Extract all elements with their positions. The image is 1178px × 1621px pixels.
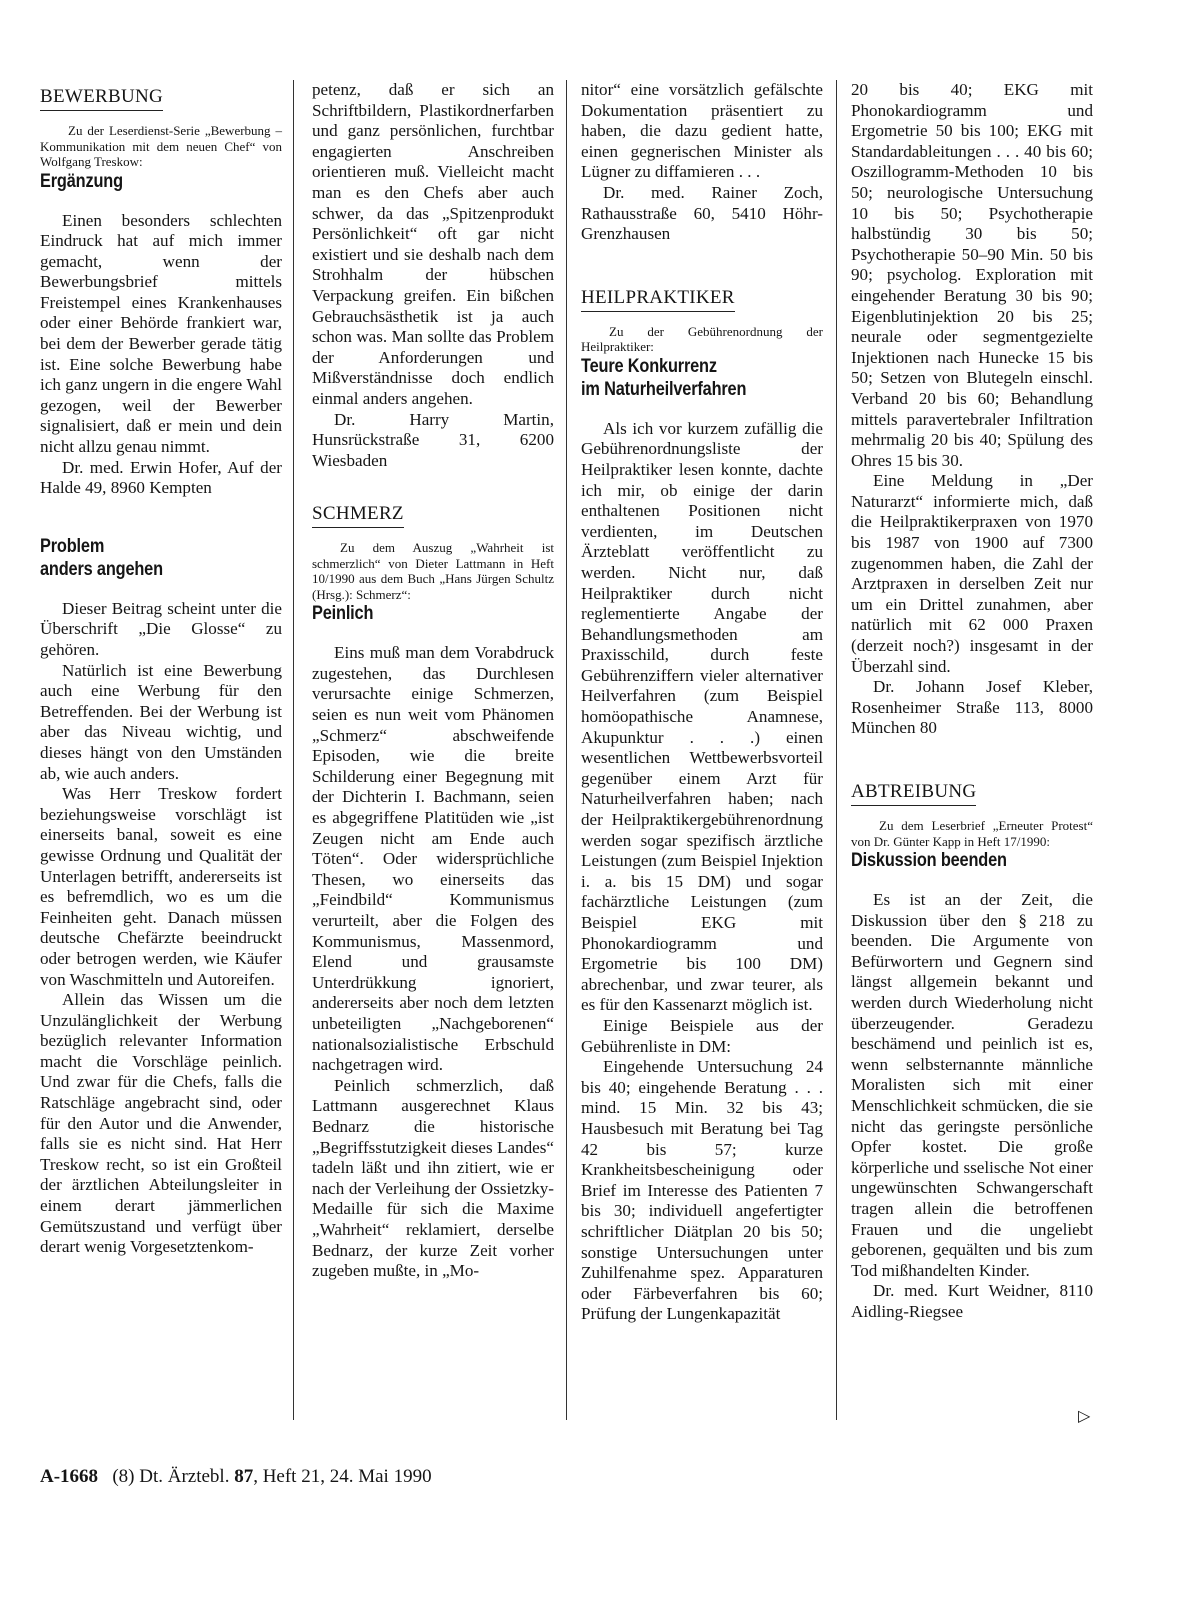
reference-note: Zu dem Leserbrief „Erneuter Protest“ von Dr. Günter Kapp in Heft 17/1990:: [851, 818, 1093, 849]
author-signature: Dr. med. Erwin Hofer, Auf der Halde 49, 8960 Kempten: [40, 457, 282, 498]
letter-headline: Teure Konkurrenz: [581, 355, 717, 377]
reference-note: Zu der Leserdienst-Serie „Bewerbung – Kommunikation mit dem neuen Chef“ von Wolfgang Treskow:: [40, 123, 282, 169]
column-divider: [293, 80, 294, 1420]
paragraph: Allein das Wissen um die Unzulänglichkeit der Werbung bezüglich relevanter Information macht die Vorschläge peinlich. Und zwar für die Chefs, falls die Ratschläge angebracht sind, oder für den Autor und die Anwender, falls sie es nicht sind. Hat Herr Treskow recht, so ist ein Großteil der ärztlichen Abteilungsleiter in einem derart jämmerlichen Gemütszustand und verfügt über derart wenig Vorgesetztenkom-: [40, 990, 282, 1257]
author-signature: Dr. med. Rainer Zoch, Rathausstraße 60, 5410 Höhr-Grenzhausen: [581, 182, 823, 244]
section-rubric: BEWERBUNG: [40, 86, 163, 111]
page-number: A-1668: [40, 1466, 99, 1487]
author-signature: Dr. med. Kurt Weidner, 8110 Aidling-Riegsee: [851, 1281, 1093, 1321]
reference-note: Zu dem Auszug „Wahrheit ist schmerzlich“ von Dieter Lattmann in Heft 10/1990 aus dem Buch „Hans Jürgen Schultz (Hrsg.): Schmerz“:: [312, 540, 554, 602]
column-divider: [566, 80, 567, 1420]
rubric-wrap: [40, 80, 282, 123]
footer-volume: 87: [234, 1466, 254, 1487]
paragraph: Dieser Beitrag scheint unter die Überschrift „Die Glosse“ zu gehören.: [40, 598, 282, 659]
spacer: [581, 245, 823, 281]
paragraph: Eins muß man dem Vorabdruck zugestehen, das Durchlesen verursachte einige Schmerzen, seien es nun weit vom Phänomen „Schmerz“ abschweifende Episoden, wie die breite Schilderung einer Begegnung mit der Dichterin I. Bachmann, seien es abgegriffene Platitüden wie „ist Zeugen nicht am Ende auch Töten“. Oder widersprüchliche Thesen, wo einerseits das „Feindbild“ Kommunismus verurteilt, aber die Folgen des Kommunismus, Massenmord, Elend und grausamste Unterdrükkung ignoriert, andererseits aber noch dem letzten unbeteiligten „Nachgeborenen“ nationalsozialistische Erbschuld nachgetragen wird.: [312, 643, 554, 1075]
continue-marker-icon: ▷: [1078, 1408, 1091, 1425]
spacer: [851, 739, 1093, 775]
column-3: [581, 80, 823, 1325]
paragraph: Es ist an der Zeit, die Diskussion über den § 218 zu beenden. Die Argumente von Befürwortern und Gegnern sind längst allgemein bekannt und werden durch Wiederholung nicht überzeugender. Geradezu beschämend und peinlich ist es, wenn selbsternannte männliche Moralisten sich mit einer Menschlichkeit schmücken, die sie nicht das geringste persönliche Opfer kostet. Die große körperliche und sselische Not einer ungewünschten Schwangerschaft tragen allein die betroffenen Frauen und die ungeliebt geborenen, gequälten und bis zum Tod mißhandelten Kinder.: [851, 890, 1093, 1280]
paragraph-continued: 20 bis 40; EKG mit Phonokardiogramm und Ergometrie 50 bis 100; EKG mit Standardableitungen . . . 40 bis 60; Oszillogramm-Methoden 10 bis 50; neurologische Untersuchung 10 bis 50; Psychotherapie halbstündig 30 bis 50; Psychotherapie 50–90 Min. 50 bis 90; psycholog. Exploration mit eingehender Beratung 30 bis 90; Eigenblutinjektion 20 bis 25; neurale oder segmentgezielte Injektionen nach Hunecke 15 bis 50; Setzen von Blutegeln einschl. Verband 20 bis 60; Behandlung mittels paravertebraler Infiltration mehrmalig 20 bis 40; Spülung des Ohres 15 bis 30.: [851, 80, 1093, 470]
letter-headline: anders angehen: [40, 558, 163, 580]
paragraph: Peinlich schmerzlich, daß Lattmann ausgerechnet Klaus Bednarz die historische „Begriffsstutzigkeit dieses Landes“ tadeln läßt und ihn zitiert, wie er nach der Verleihung der Ossietzky-Medaille für sich die Maxime „Wahrheit“ reklamiert, derselbe Bednarz, der kurze Zeit vorher zugeben mußte, in „Mo-: [312, 1075, 554, 1281]
author-signature: Dr. Johann Josef Kleber, Rosenheimer Straße 113, 8000 München 80: [851, 677, 1093, 738]
letter-headline: Ergänzung: [40, 170, 123, 192]
author-signature: Dr. Harry Martin, Hunsrückstraße 31, 6200 Wiesbaden: [312, 409, 554, 470]
letter-headline: Peinlich: [312, 603, 374, 625]
paragraph: Eingehende Untersuchung 24 bis 40; eingehende Beratung . . . mind. 15 Min. 32 bis 43; Hausbesuch mit Beratung bei Tag 42 bis 57; kurze Krankheitsbescheinigung oder Brief im Interesse des Patienten 7 bis 30; individuell angefertigter schriftlicher Diätplan 20 bis 50; sonstige Untersuchungen unter Zuhilfenahme spez. Apparaturen oder Färbeverfahren bis 60; Prüfung der Lungenkapazität: [581, 1057, 823, 1324]
rubric-wrap: [312, 497, 554, 540]
footer-issue: , Heft 21, 24. Mai 1990: [253, 1466, 432, 1487]
spacer: [40, 499, 282, 535]
letter-headline: im Naturheilverfahren: [581, 378, 747, 400]
letter-headline: Problem: [40, 535, 105, 557]
reference-note: Zu der Gebührenordnung der Heilpraktiker:: [581, 323, 823, 355]
rubric-wrap: [581, 281, 823, 324]
footer-journal: (8) Dt. Ärztebl.: [112, 1466, 235, 1487]
letter-headline: Diskussion beenden: [851, 850, 1007, 871]
paragraph: Natürlich ist eine Bewerbung auch eine Werbung für den Betreffenden. Bei der Werbung ist aber das Niveau wichtig, und dieses hängt von den Umständen ab, wie auch anders.: [40, 660, 282, 783]
paragraph: Einen besonders schlechten Eindruck hat auf mich immer gemacht, wenn der Bewerbungsbrief mittels Freistempel eines Krankenhauses oder einer Behörde frankiert war, bei dem der Bewerber gerade tätig ist. Eine solche Bewerbung habe ich ganz ungern in die engere Wahl gezogen, weil der Bewerber signalisiert, daß er mein und dein nicht allzu genau nimmt.: [40, 210, 282, 457]
paragraph: Was Herr Treskow fordert beziehungsweise vorschlägt ist einerseits banal, soweit es eine gewisse Ordnung und Qualität der Unterlagen betrifft, andererseits ist es befremdlich, wo es um die Feinheiten geht. Danach müssen deutsche Chefärzte beeindruckt oder betrogen werden, wie Käufer von Waschmitteln und Autoreifen.: [40, 784, 282, 989]
spacer: [312, 471, 554, 497]
section-rubric: SCHMERZ: [312, 503, 404, 528]
page-footer: [40, 1465, 432, 1489]
column-2: [312, 80, 554, 1282]
paragraph-continued: nitor“ eine vorsätzlich gefälschte Dokumentation präsentiert zu haben, die dazu gedient hatte, einen gegnerischen Minister als Lügner zu diffamieren . . .: [581, 80, 823, 182]
column-1: [40, 80, 282, 1258]
paragraph: Einige Beispiele aus der Gebührenliste in DM:: [581, 1015, 823, 1056]
column-divider: [836, 80, 837, 1420]
rubric-wrap: [851, 775, 1093, 818]
paragraph-continued: petenz, daß er sich an Schriftbildern, Plastikordnerfarben und ganz persönlichen, furchtbar engagierten Anschreiben orientieren muß. Vielleicht macht man es den Chefs aber auch schwer, da das „Spitzenprodukt Persönlichkeit“ oft gar nicht existiert und sie deshalb nach dem Strohhalm der hübschen Verpackung greifen. Ein bißchen Gebrauchsästhetik ist ja auch schon was. Man sollte das Problem der Anforderungen und Mißverständnisse doch endlich einmal anders angehen.: [312, 80, 554, 408]
column-4: [851, 80, 1093, 1322]
paragraph: Als ich vor kurzem zufällig die Gebührenordnungsliste der Heilpraktiker lesen konnte, dachte ich mir, ob einige der darin enthaltenen Positionen nicht verdienten, im Deutschen Ärzteblatt veröffentlicht zu werden. Nicht nur, daß Heilpraktiker durch nicht reglementierte Angabe der Behandlungsmethoden am Praxisschild, durch feste Gebührenziffern vieler alternativer Heilverfahren (zum Beispiel homöopathische Anamnese, Akupunktur . . .) einen wesentlichen Wettbewerbsvorteil gegenüber einem Arzt für Naturheilverfahren haben; nach der Heilpraktikergebührenordnung werden sogar spezifisch ärztliche Leistungen (zum Beispiel Injektion i. a. bis 15 DM) und sogar fachärztliche Leistungen (zum Beispiel EKG mit Phonokardiogramm und Ergometrie bis 100 DM) abrechenbar, und zwar teurer, als es für den Kassenarzt möglich ist.: [581, 418, 823, 1015]
section-rubric: ABTREIBUNG: [851, 781, 976, 806]
paragraph: Eine Meldung in „Der Naturarzt“ informierte mich, daß die Heilpraktikerpraxen von 1970 bis 1987 von 1900 auf 7300 zugenommen haben, die Zahl der Arztpraxen in derselben Zeit nur um ein Drittel zunahmen, aber natürlich mit 62 000 Praxen (derzeit noch?) insgesamt in der Überzahl sind.: [851, 471, 1093, 676]
section-rubric: HEILPRAKTIKER: [581, 287, 735, 312]
